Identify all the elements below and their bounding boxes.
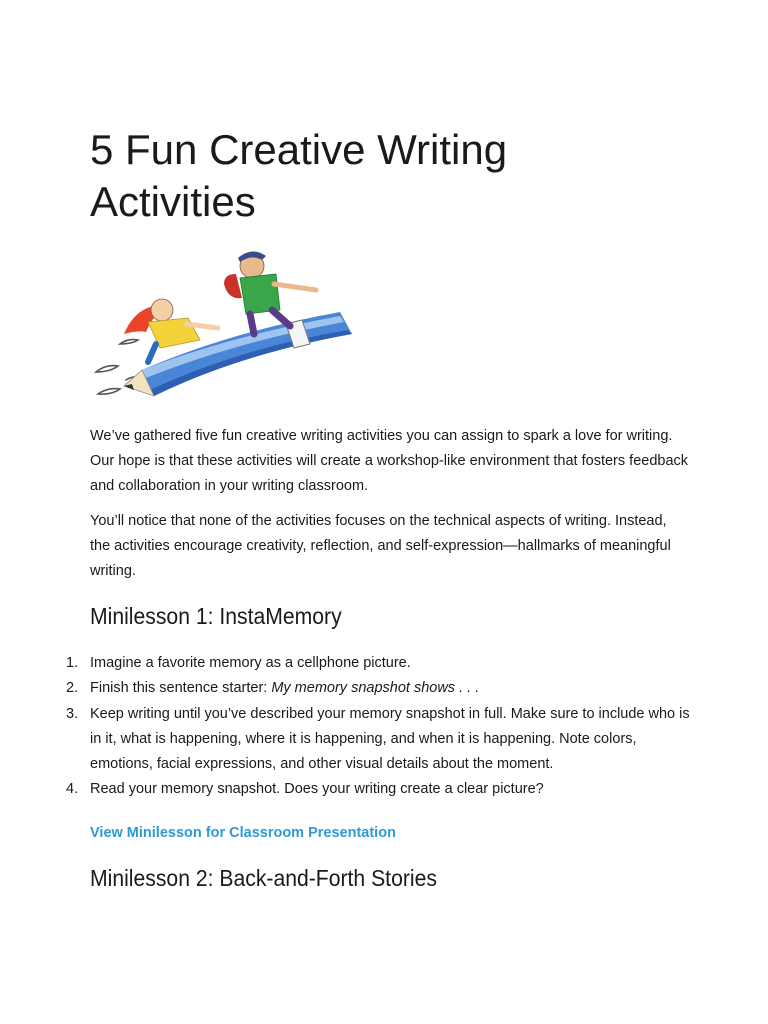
intro-paragraph-1: We’ve gathered five fun creative writing activities you can assign to spark a love for writing. Our hope is that these activities will create a workshop-like environment that fosters feedback and collaboration in your writing classroom. <box>90 428 689 494</box>
view-minilesson-presentation-link[interactable]: View Minilesson for Classroom Presentation <box>90 825 396 841</box>
step-text: Read your memory snapshot. Does your writing create a clear picture? <box>90 781 544 798</box>
step-number: 1. <box>66 655 79 671</box>
kids-riding-pencil-illustration <box>90 244 360 412</box>
intro-paragraph-2: You’ll notice that none of the activities focuses on the technical aspects of writing. Instead, the activities encourage creativity, reflection, and self-expression—hallmarks of meaningful writing. <box>90 513 671 579</box>
list-item <box>66 702 690 778</box>
minilesson-1-heading: Minilesson 1: InstaMemory <box>90 603 342 629</box>
sentence-starter: My memory snapshot shows . . . <box>271 680 480 697</box>
step-text: Finish this sentence starter: <box>90 680 272 697</box>
list-item <box>66 676 690 701</box>
step-number: 3. <box>66 705 79 722</box>
list-item <box>66 777 690 802</box>
minilesson-2-heading: Minilesson 2: Back-and-Forth Stories <box>90 865 437 891</box>
article-title: 5 Fun Creative Writing Activities <box>90 126 508 225</box>
minilesson-1-steps <box>66 651 690 803</box>
step-text: Keep writing until you’ve described your memory snapshot in full. Make sure to include who is in it, what is happening, where it is happening, and when it is happening. Note colors, emotions, facial expressions, and other visual details about the moment. <box>90 705 690 773</box>
step-number: 4. <box>66 781 79 798</box>
step-text: Imagine a favorite memory as a cellphone picture. <box>90 655 411 671</box>
list-item <box>66 651 690 676</box>
step-number: 2. <box>66 680 79 697</box>
